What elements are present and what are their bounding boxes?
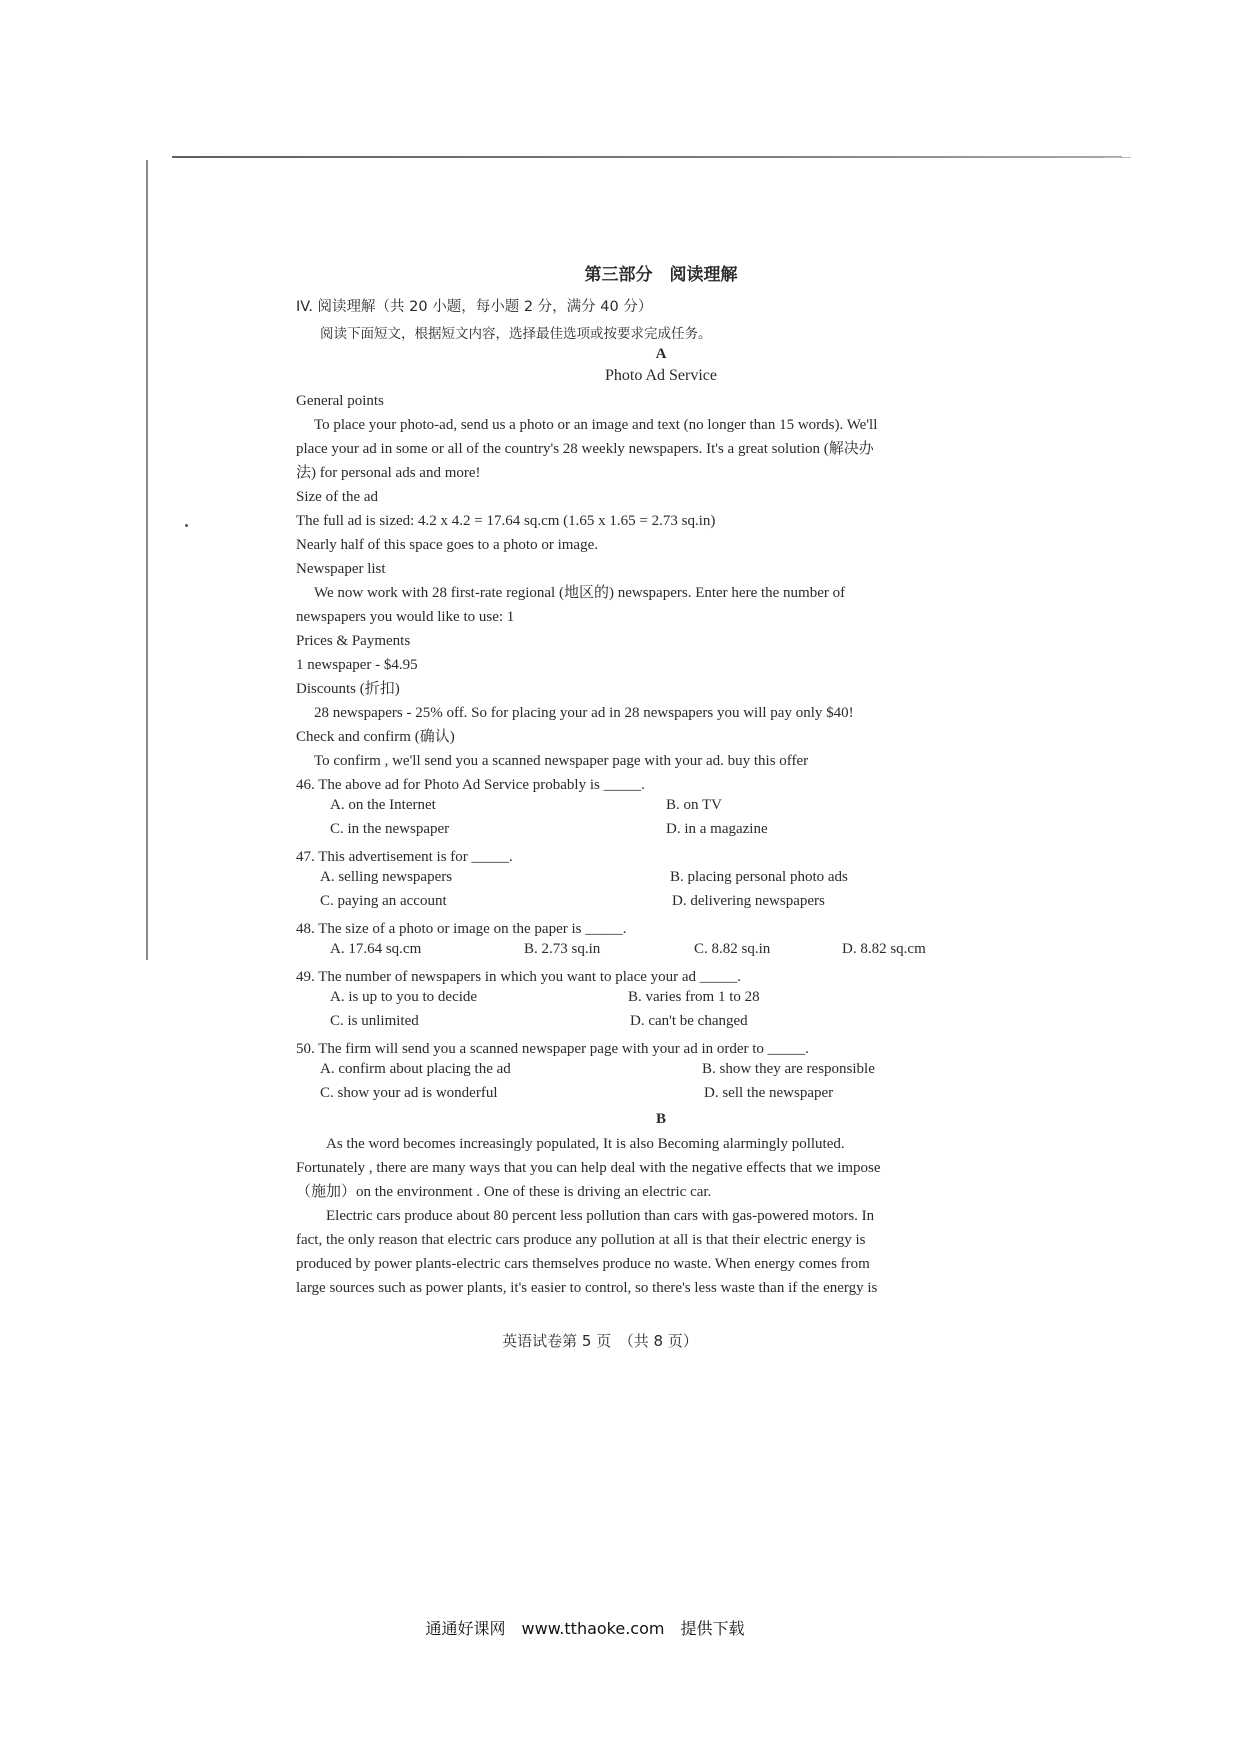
passage-line: Check and confirm (确认) (296, 729, 455, 745)
question-46-options-row1 (296, 797, 986, 821)
questions (296, 773, 986, 1109)
passage-line: To confirm , we'll send you a scanned newspaper page with your ad. buy this offer (314, 753, 809, 769)
option-a: A. 17.64 sq.cm (330, 941, 422, 957)
passage-line: The full ad is sized: 4.2 x 4.2 = 17.64 sq.cm (1.65 x 1.65 = 2.73 sq.in) (296, 513, 716, 529)
question-48-options (296, 941, 986, 965)
question-50-options-row1 (296, 1061, 986, 1085)
option-b: B. 2.73 sq.in (524, 941, 601, 957)
question-49-options-row1 (296, 989, 986, 1013)
page-footer (0, 1330, 1240, 1351)
passage-line: Nearly half of this space goes to a photo or image. (296, 537, 598, 553)
option-b: B. placing personal photo ads (670, 869, 848, 885)
passage-line: place your ad in some or all of the country's 28 weekly newspapers. It's a great solution (解决办 (296, 441, 874, 457)
passage-line: 28 newspapers - 25% off. So for placing your ad in 28 newspapers you will pay only $40! (314, 705, 854, 721)
section-header: IV. 阅读理解（共 20 小题，每小题 2 分，满分 40 分） (296, 299, 653, 315)
option-d: D. 8.82 sq.cm (842, 941, 926, 957)
passage-line: We now work with 28 first-rate regional (地区的) newspapers. Enter here the number of (314, 585, 846, 601)
page-number-text: 英语试卷第 5 页 （共 8 页） (502, 1332, 698, 1350)
option-c: C. in the newspaper (330, 821, 450, 837)
option-d: D. in a magazine (666, 821, 768, 837)
part-title: 第三部分 阅读理解 (584, 265, 738, 285)
passage-line: Prices & Payments (296, 633, 411, 649)
passage-line: General points (296, 393, 384, 409)
option-c: C. show your ad is wonderful (320, 1085, 498, 1101)
passage-a-letter: A (655, 346, 667, 362)
passage-b-letter: B (655, 1111, 666, 1127)
passage-line: newspapers you would like to use: 1 (296, 609, 515, 625)
top-border-line (172, 156, 1122, 158)
passage-b-paragraph-2 (296, 1204, 986, 1300)
question-50-options-row2 (296, 1085, 986, 1109)
passage-line: Newspaper list (296, 561, 386, 577)
left-margin-line (146, 160, 148, 960)
passage-line: Size of the ad (296, 489, 379, 505)
option-b: B. show they are responsible (702, 1061, 875, 1077)
question-47-options-row1 (296, 869, 986, 893)
passage-line: As the word becomes increasingly populated, It is also Becoming alarmingly polluted. (326, 1136, 845, 1152)
question-46-stem: 46. The above ad for Photo Ad Service probably is _____. (296, 777, 645, 793)
question-47-options-row2 (296, 893, 986, 917)
option-b: B. varies from 1 to 28 (628, 989, 760, 1005)
passage-line: Discounts (折扣) (296, 681, 400, 697)
passage-line: Fortunately , there are many ways that you can help deal with the negative effects that we impose (296, 1160, 881, 1176)
question-50-stem: 50. The firm will send you a scanned newspaper page with your ad in order to _____. (296, 1041, 809, 1057)
option-a: A. on the Internet (330, 797, 436, 813)
passage-line: large sources such as power plants, it's easier to control, so there's less waste than if the energy is (296, 1280, 878, 1296)
question-49-options-row2 (296, 1013, 986, 1037)
passage-a-title: Photo Ad Service (605, 367, 717, 384)
page-content (296, 260, 986, 1300)
question-48-stem: 48. The size of a photo or image on the paper is _____. (296, 921, 627, 937)
top-border-line-tail (1105, 157, 1131, 158)
option-a: A. is up to you to decide (330, 989, 478, 1005)
question-49-stem: 49. The number of newspapers in which you want to place your ad _____. (296, 969, 742, 985)
question-47-stem: 47. This advertisement is for _____. (296, 849, 513, 865)
passage-a-body (296, 389, 986, 773)
watermark-text: 通通好课网 www.tthaoke.com 提供下载 (425, 1619, 745, 1638)
option-c: C. paying an account (320, 893, 447, 909)
section-instruction: 阅读下面短文，根据短文内容，选择最佳选项或按要求完成任务。 (320, 326, 712, 342)
passage-line: 1 newspaper - $4.95 (296, 657, 418, 673)
option-c: C. is unlimited (330, 1013, 419, 1029)
option-d: D. delivering newspapers (672, 893, 825, 909)
option-a: A. selling newspapers (320, 869, 453, 885)
download-watermark (0, 1616, 1240, 1639)
passage-line: To place your photo-ad, send us a photo or an image and text (no longer than 15 words). We'll (314, 417, 878, 433)
passage-line: produced by power plants-electric cars themselves produce no waste. When energy comes from (296, 1256, 870, 1272)
option-a: A. confirm about placing the ad (320, 1061, 511, 1077)
scan-speck (185, 524, 188, 527)
option-d: D. can't be changed (630, 1013, 748, 1029)
passage-line: 法) for personal ads and more! (296, 465, 481, 481)
passage-line: （施加）on the environment . One of these is driving an electric car. (296, 1184, 712, 1200)
passage-line: fact, the only reason that electric cars produce any pollution at all is that their electric energy is (296, 1232, 866, 1248)
question-46-options-row2 (296, 821, 986, 845)
option-c: C. 8.82 sq.in (694, 941, 771, 957)
option-d: D. sell the newspaper (704, 1085, 834, 1101)
passage-b-paragraph-1 (296, 1132, 986, 1204)
passage-line: Electric cars produce about 80 percent less pollution than cars with gas-powered motors. In (326, 1208, 875, 1224)
option-b: B. on TV (666, 797, 722, 813)
